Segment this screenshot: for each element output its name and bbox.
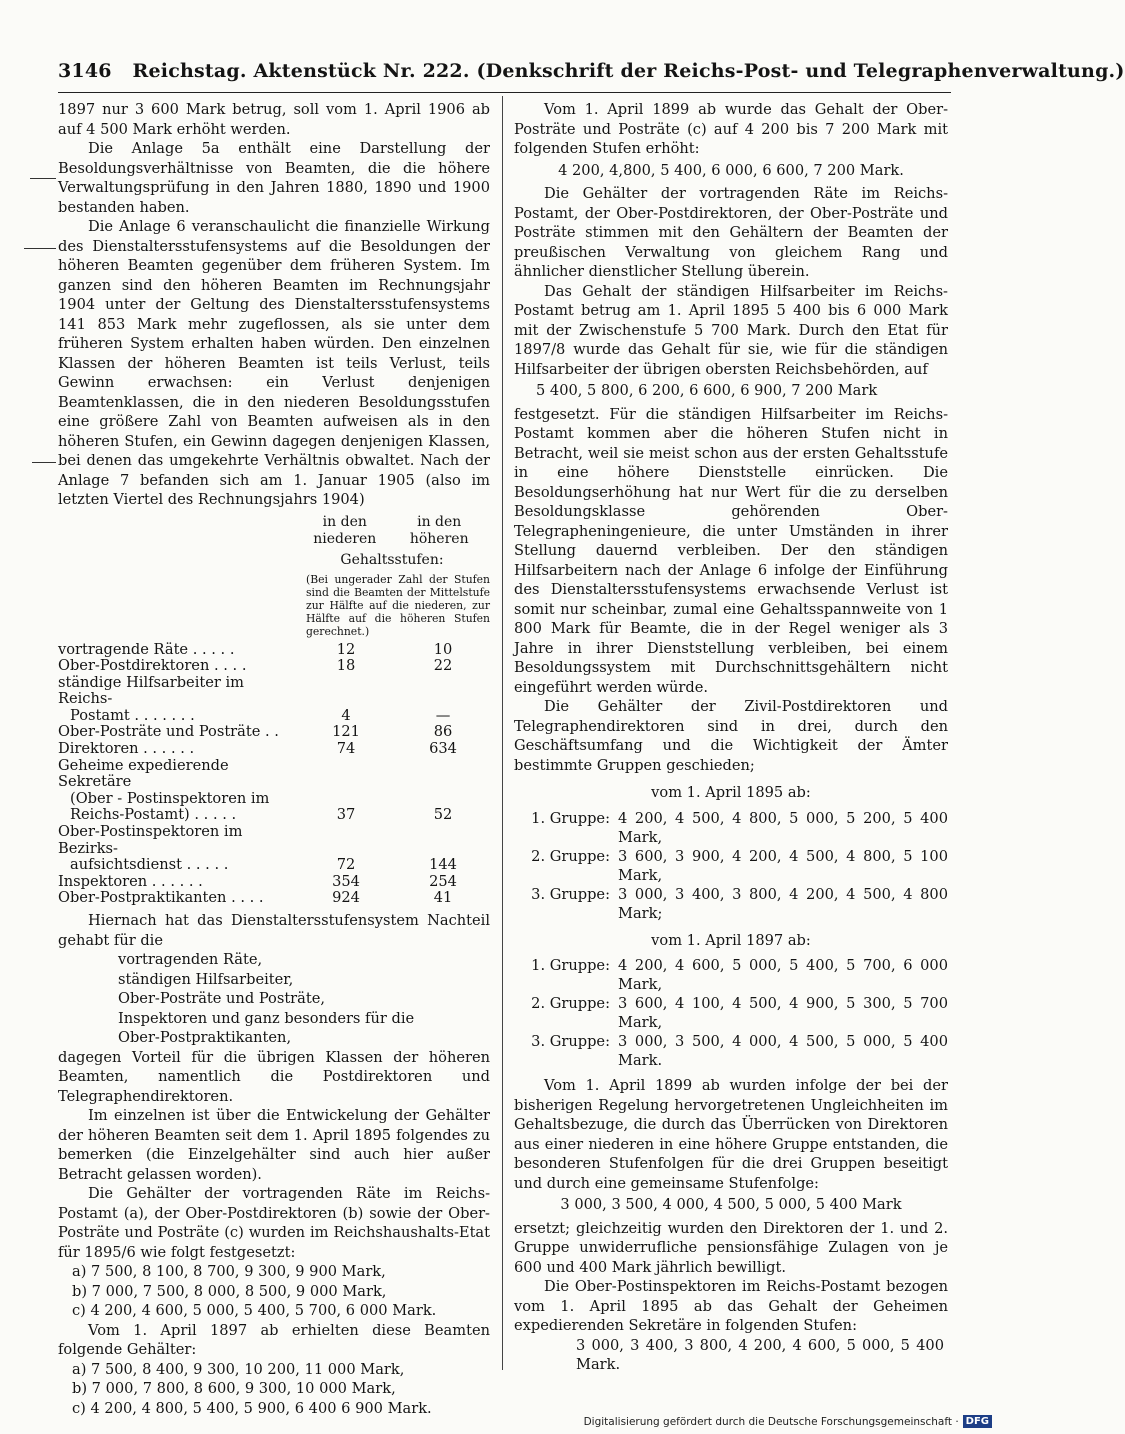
paragraph: dagegen Vorteil für die übrigen Klassen der höheren Beamten, namentlich die Postdirektoren und Telegraphendirektoren. (58, 1048, 490, 1105)
salary-list-1897 (58, 1360, 490, 1419)
paragraph: 1897 nur 3 600 Mark betrug, soll vom 1. April 1906 ab auf 4 500 Mark erhöht werden. (58, 101, 490, 138)
dfg-logo: DFG (963, 1415, 992, 1428)
page-title: Reichstag. Aktenstück Nr. 222. (Denkschrift der Reichs-Post- und Telegraphenverwaltung.) (132, 60, 1125, 82)
paragraph: Die Ober-Postinspektoren im Reichs-Postamt bezogen vom 1. April 1895 ab das Gehalt der Geheimen expedierenden Sekretäre in folgenden Stufen: (514, 1278, 948, 1334)
column-divider (502, 96, 503, 1370)
paragraph: Die Gehälter der Zivil-Postdirektoren und Telegraphendirektoren sind in drei, durch den Geschäftsumfang und die Wichtigkeit der Ämter bestimmte Gruppen geschieden; (514, 698, 948, 774)
header-rule (58, 92, 951, 93)
page-header (58, 60, 1125, 90)
salary-list-1895 (58, 1262, 490, 1321)
table-row: Ober-Postdirektoren . . . . 18 22 (58, 657, 453, 675)
paragraph: Die Gehälter der vortragenden Räte im Reichs-Postamt, der Ober-Postdirektoren, der Ober-Posträte und Posträte stimmen mit den Gehältern der Beamten der preußischen Verwaltung von gleichem Rang und ähnlicher dienstlicher Stellung überein. (514, 185, 948, 280)
footer-text: Digitalisierung gefördert durch die Deutsche Forschungsgemeinschaft · (583, 1415, 959, 1428)
page-number: 3146 (58, 60, 112, 82)
table-row: Geheime expedierende Sekretäre (58, 756, 229, 791)
subheading: vom 1. April 1897 ab: (651, 931, 811, 949)
table-row: Reichs-Postamt) . . . . . 37 52 (70, 806, 453, 824)
list-item: Ober-Postpraktikanten, (118, 1029, 292, 1046)
table-row: Postamt . . . . . . . 4 — (70, 706, 451, 724)
paragraph: Im einzelnen ist über die Entwickelung der Gehälter der höheren Beamten seit dem 1. April 1895 folgendes zu bemerken (die Einzelgehälter sind auch hier außer Betracht gelassen worden). (58, 1107, 490, 1183)
group-row: 2. Gruppe: 3 600, 3 900, 4 200, 4 500, 4 800, 5 100 Mark, (531, 847, 948, 884)
paragraph: Die Anlage 6 veranschaulicht die finanzielle Wirkung des Dienstaltersstufensystems auf die Besoldungen der höheren Beamten gegenüber dem früheren System. Im ganzen sind den höheren Beamten im Rechnungsjahr 1904 unter der Geltung des Dienstaltersstufensystems 141 853 Mark mehr zugeflossen, als sie unter dem früheren System erhalten haben würden. Den einzelnen Klassen der höheren Beamten ist teils Verlust, teils Gewinn erwachsen: ein Verlust denjenigen Beamtenklassen, die in den niederen Besoldungsstufen eine größere Zahl von Beamten aufweisen als in den höheren Stufen, ein Gewinn dagegen denjenigen Klassen, bei denen das umgekehrte Verhältnis obwaltet. Nach der Anlage 7 befanden sich am 1. Januar 1905 (also im letzten Viertel des Rechnungsjahrs 1904) (58, 218, 490, 508)
paragraph: ersetzt; gleichzeitig wurden den Direktoren der 1. und 2. Gruppe unwiderrufliche pensionsfähige Zulagen von je 600 und 400 Mark jährlich bewilligt. (514, 1219, 948, 1276)
left-column (58, 100, 490, 1418)
group-row: 3. Gruppe: 3 000, 3 400, 3 800, 4 200, 4 500, 4 800 Mark; (531, 885, 948, 922)
table-row: aufsichtsdienst . . . . . 72 144 (70, 856, 457, 874)
salary-steps-line: 5 400, 5 800, 6 200, 6 600, 6 900, 7 200 Mark (536, 382, 878, 399)
table-group-head: Gehaltsstufen: (340, 551, 444, 568)
paragraph: Vom 1. April 1897 ab erhielten diese Beamten folgende Gehälter: (58, 1321, 490, 1358)
table-row: Ober-Posträte und Posträte . . 121 86 (58, 723, 453, 741)
table-row: (Ober - Postinspektoren im (70, 789, 270, 807)
paragraph: Vom 1. April 1899 ab wurden infolge der bei der bisherigen Regelung hervorgetretenen Ungleichheiten im Gehaltsbezuge, die durch das Überrücken von Direktoren aus einer niederen in eine höhere Gruppe entstanden, die besonderen Stufenfolgen für die drei Gruppen beseitigt und durch eine gemeinsame Stufenfolge: (514, 1077, 948, 1192)
footer (584, 1415, 992, 1428)
table-row: Ober-Postpraktikanten . . . . 924 41 (58, 889, 453, 907)
list-item: a) 7 500, 8 400, 9 300, 10 200, 11 000 Mark, (72, 1360, 405, 1378)
subheading: vom 1. April 1895 ab: (651, 784, 811, 801)
nachteil-list (58, 950, 490, 1048)
groups-1895 (514, 809, 948, 923)
salary-steps-line: 4 200, 4,800, 5 400, 6 000, 6 600, 7 200 Mark. (558, 161, 904, 179)
list-item: a) 7 500, 8 100, 8 700, 9 300, 9 900 Mark, (72, 1263, 386, 1280)
list-item: c) 4 200, 4 800, 5 400, 5 900, 6 400 6 900 Mark. (72, 1399, 432, 1417)
paragraph: Vom 1. April 1899 ab wurde das Gehalt der Ober-Posträte und Posträte (c) auf 4 200 bis 7 200 Mark mit folgenden Stufen erhöht: (514, 101, 948, 157)
salary-stage-table (58, 514, 490, 908)
col-low-head: in den niederen (313, 513, 377, 547)
group-row: 1. Gruppe: 4 200, 4 600, 5 000, 5 400, 5 700, 6 000 Mark, (531, 957, 948, 993)
list-item: b) 7 000, 7 800, 8 600, 9 300, 10 000 Mark, (72, 1380, 396, 1397)
margin-mark (30, 178, 56, 179)
list-item: ständigen Hilfsarbeiter, (118, 970, 294, 988)
salary-steps-line: 3 000, 3 500, 4 000, 4 500, 5 000, 5 400 Mark (560, 1196, 902, 1213)
list-item: c) 4 200, 4 600, 5 000, 5 400, 5 700, 6 000 Mark. (72, 1302, 437, 1319)
table-row: ständige Hilfsarbeiter im Reichs- (58, 673, 244, 708)
salary-steps-line: 3 000, 3 400, 3 800, 4 200, 4 600, 5 000, 5 400 Mark. (576, 1336, 944, 1373)
col-high-head: in den höheren (409, 513, 469, 547)
paragraph: Das Gehalt der ständigen Hilfsarbeiter im Reichs-Postamt betrug am 1. April 1895 5 400 bis 6 000 Mark mit der Zwischenstufe 5 700 Mark. Durch den Etat für 1897/8 wurde das Gehalt für sie, wie für die ständigen Hilfsarbeiter der übrigen obersten Reichsbehörden, auf (514, 282, 948, 378)
table-group-head-row (58, 552, 490, 569)
paragraph: festgesetzt. Für die ständigen Hilfsarbeiter im Reichs-Postamt kommen aber die höheren Stufen nicht in Betracht, weil sie meist schon aus der ersten Gehaltsstufe in eine höhere Dienststelle einrücken. Die Besoldungserhöhung hat nur Wert für die zu derselben Besoldungsklasse gehörenden Ober-Telegrapheningenieure, die unter Umständen in ihrer Stellung dauernd verbleiben. Der den ständigen Hilfsarbeitern nach der Anlage 6 infolge der Einführung des Dienstaltersstufensystems erwachsende Verlust ist somit nur scheinbar, zumal eine Gehaltsspannweite von 1 800 Mark für Beamte, die in der Regel weniger als 3 Jahre in ihrer Dienststellung verbleiben, bei einem Besoldungssystem mit Durchschnittsgehältern nicht eingeführt werden würde. (514, 405, 948, 696)
table-header (58, 514, 490, 548)
margin-mark (32, 462, 56, 463)
list-item: Inspektoren und ganz besonders für die (118, 1009, 415, 1027)
table-row: vortragende Räte . . . . . 12 10 (58, 640, 453, 658)
paragraph: Die Gehälter der vortragenden Räte im Reichs-Postamt (a), der Ober-Postdirektoren (b) sowie der Ober-Posträte und Posträte (c) wurden im Reichshaushalts-Etat für 1895/6 wie folgt festgesetzt: (58, 1185, 490, 1261)
group-row: 2. Gruppe: 3 600, 4 100, 4 500, 4 900, 5 300, 5 700 Mark, (531, 995, 948, 1031)
list-item: Ober-Posträte und Posträte, (118, 990, 325, 1007)
groups-1897 (514, 956, 948, 1070)
group-row: 3. Gruppe: 3 000, 3 500, 4 000, 4 500, 5 000, 5 400 Mark. (531, 1033, 948, 1069)
group-row: 1. Gruppe: 4 200, 4 500, 4 800, 5 000, 5 200, 5 400 Mark, (531, 809, 948, 846)
list-item: b) 7 000, 7 500, 8 000, 8 500, 9 000 Mark, (72, 1282, 387, 1300)
table-col-heads (294, 514, 490, 548)
table-row: Inspektoren . . . . . . 354 254 (58, 872, 457, 890)
table-note: (Bei ungerader Zahl der Stufen sind die Beamten der Mittelstufe zur Hälfte auf die niederen, zur Hälfte auf die höheren Stufen gerechnet.) (306, 572, 490, 638)
list-item: vortragenden Räte, (118, 951, 263, 968)
table-row: Ober-Postinspektoren im Bezirks- (58, 823, 243, 857)
table-row: Direktoren . . . . . . 74 634 (58, 740, 457, 758)
paragraph: Hiernach hat das Dienstaltersstufensystem Nachteil gehabt für die (58, 912, 490, 949)
margin-mark (24, 248, 56, 249)
paragraph: Die Anlage 5a enthält eine Darstellung der Besoldungsverhältnisse von Beamten, die die höhere Verwaltungsprüfung in den Jahren 1880, 1890 und 1900 bestanden haben. (58, 140, 490, 216)
right-column (514, 100, 948, 1375)
